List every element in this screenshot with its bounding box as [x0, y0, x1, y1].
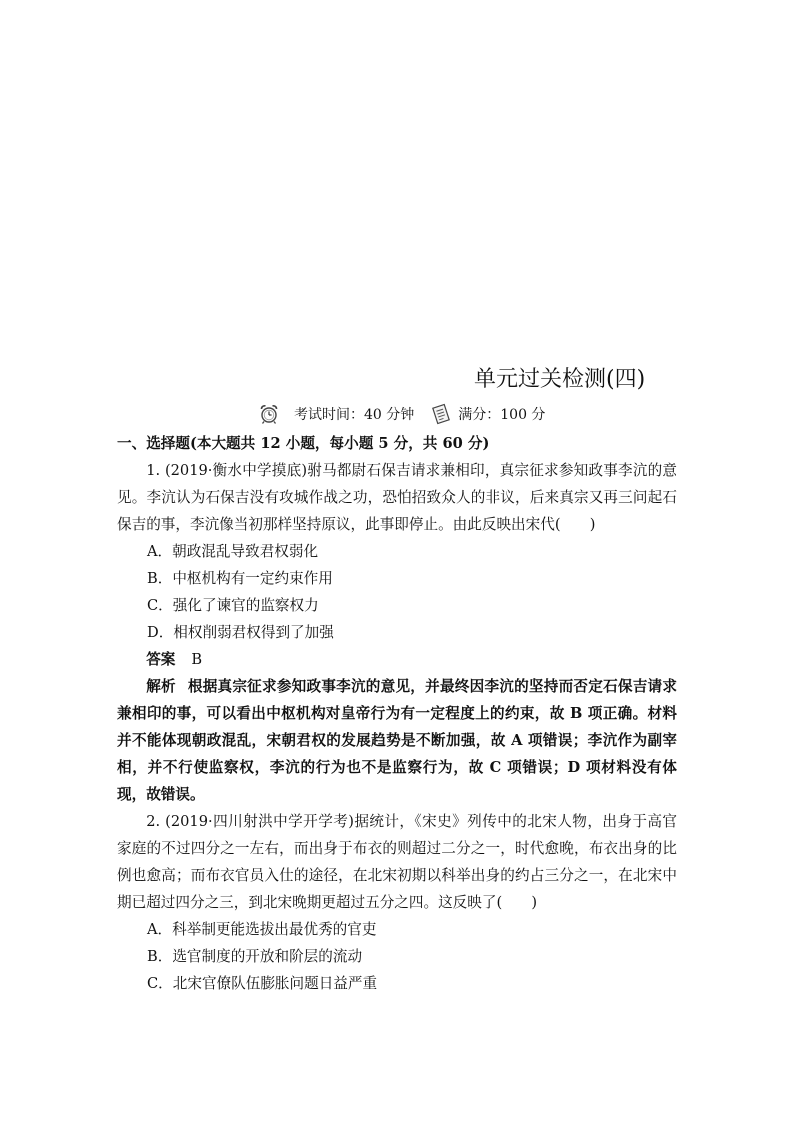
exam-time: 考试时间：40 分钟 [294, 407, 415, 423]
option-a: A．科举制更能选拔出最优秀的官吏 [147, 921, 377, 938]
option-d: D．相权削弱君权得到了加强 [147, 624, 334, 641]
analysis-paragraph [117, 673, 677, 808]
exam-info [258, 402, 545, 426]
score-sheet-icon [430, 403, 452, 425]
analysis-label: 解析 [146, 678, 176, 695]
option-b: B．中枢机构有一定约束作用 [147, 570, 333, 587]
section-heading: 一、选择题(本大题共 12 小题，每小题 5 分，共 60 分) [117, 435, 490, 452]
full-score: 满分：100 分 [458, 407, 546, 423]
answer-value: B [191, 651, 203, 668]
answer-line [117, 646, 677, 673]
question-content [117, 430, 677, 997]
page-title: 单元过关检测(四) [474, 367, 646, 392]
answer-label: 答案 [146, 651, 176, 668]
option-c: C．北宋官僚队伍膨胀问题日益严重 [147, 975, 378, 992]
question-stem: 2. (2019·四川射洪中学开学考)据统计，《宋史》列传中的北宋人物，出身于高官家庭的不过四分之一左右，而出身于布衣的则超过二分之一，时代愈晚，布衣出身的比例也愈高；而布衣官员入仕的途径，在北宋初期以科举出身的约占三分之一，在北宋中期已超过四分之三，到北宋晚期更超过五分之四。这反映了( ) [117, 813, 677, 911]
analysis-text: 根据真宗征求参知政事李沆的意见，并最终因李沆的坚持而否定石保吉请求兼相印的事，可以看出中枢机构对皇帝行为有一定程度上的约束，故 B 项正确。材料并不能体现朝政混乱，宋朝君权的发展趋势是不断加强，故 A 项错误；李沆作为副宰相，并不行使监察权，李沆的行为也不是监察行为，故 C 项错误；D 项材料没有体现，故错误。 [117, 678, 677, 803]
question-stem: 1. (2019·衡水中学摸底)驸马都尉石保吉请求兼相印，真宗征求参知政事李沆的意见。李沆认为石保吉没有攻城作战之功，恐怕招致众人的非议，后来真宗又再三问起石保吉的事，李沆像当初那样坚持原议，此事即停止。由此反映出宋代( ) [117, 462, 677, 533]
option-a: A．朝政混乱导致君权弱化 [147, 543, 319, 560]
option-b: B．选官制度的开放和阶层的流动 [147, 948, 363, 965]
option-c: C．强化了谏官的监察权力 [147, 597, 319, 614]
alarm-clock-icon [258, 403, 280, 425]
